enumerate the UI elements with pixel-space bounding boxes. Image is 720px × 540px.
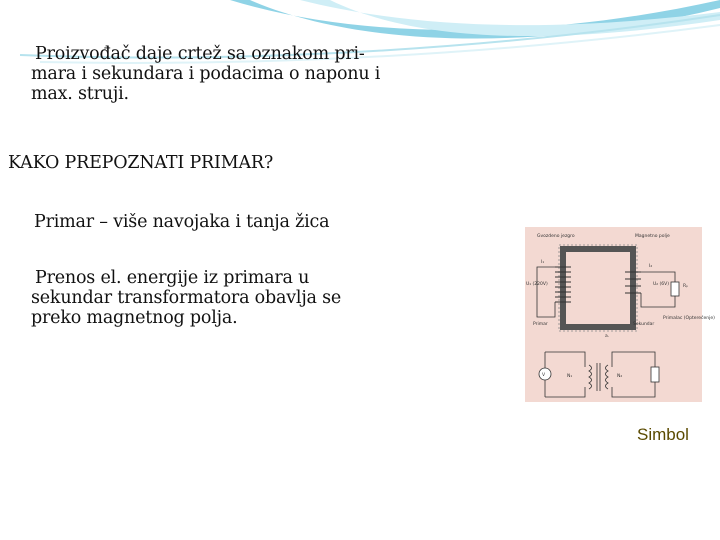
schematic-symbol: [539, 352, 659, 397]
label-n1: N₁: [567, 374, 573, 379]
energy-transfer-paragraph: Prenos el. energije iz primara u sekundar transformatora obavlja se preko magnetnog polja.: [31, 268, 342, 328]
label-n2: N₂: [617, 374, 623, 379]
primary-description: Primar – više navojaka i tanja žica: [34, 212, 330, 232]
label-primar: Primar: [533, 322, 548, 327]
label-u1: U₁ (220V): [526, 282, 548, 287]
label-u2: U₂ (6V): [653, 282, 669, 287]
label-sekundar: Sekundar: [633, 322, 655, 327]
label-r: Rₚ: [683, 284, 689, 289]
label-primalac: Primalac (Opterećenje): [663, 316, 715, 321]
label-field: Magnetno polje: [635, 234, 670, 239]
intro-paragraph: Proizvođač daje crtež sa oznakom pri-mara i sekundara i podacima o naponu i max. struji.: [31, 44, 381, 104]
label-core: Gvozdeno jezgro: [537, 234, 575, 239]
label-a: a.: [605, 334, 610, 339]
label-i1: I₁: [541, 260, 545, 265]
label-i2: I₂: [649, 264, 653, 269]
symbol-caption: Simbol: [637, 425, 689, 444]
transformer-diagram: [525, 227, 715, 402]
iron-core: [563, 249, 633, 327]
heading: KAKO PREPOZNATI PRIMAR?: [8, 153, 274, 173]
label-v: V: [542, 373, 546, 378]
